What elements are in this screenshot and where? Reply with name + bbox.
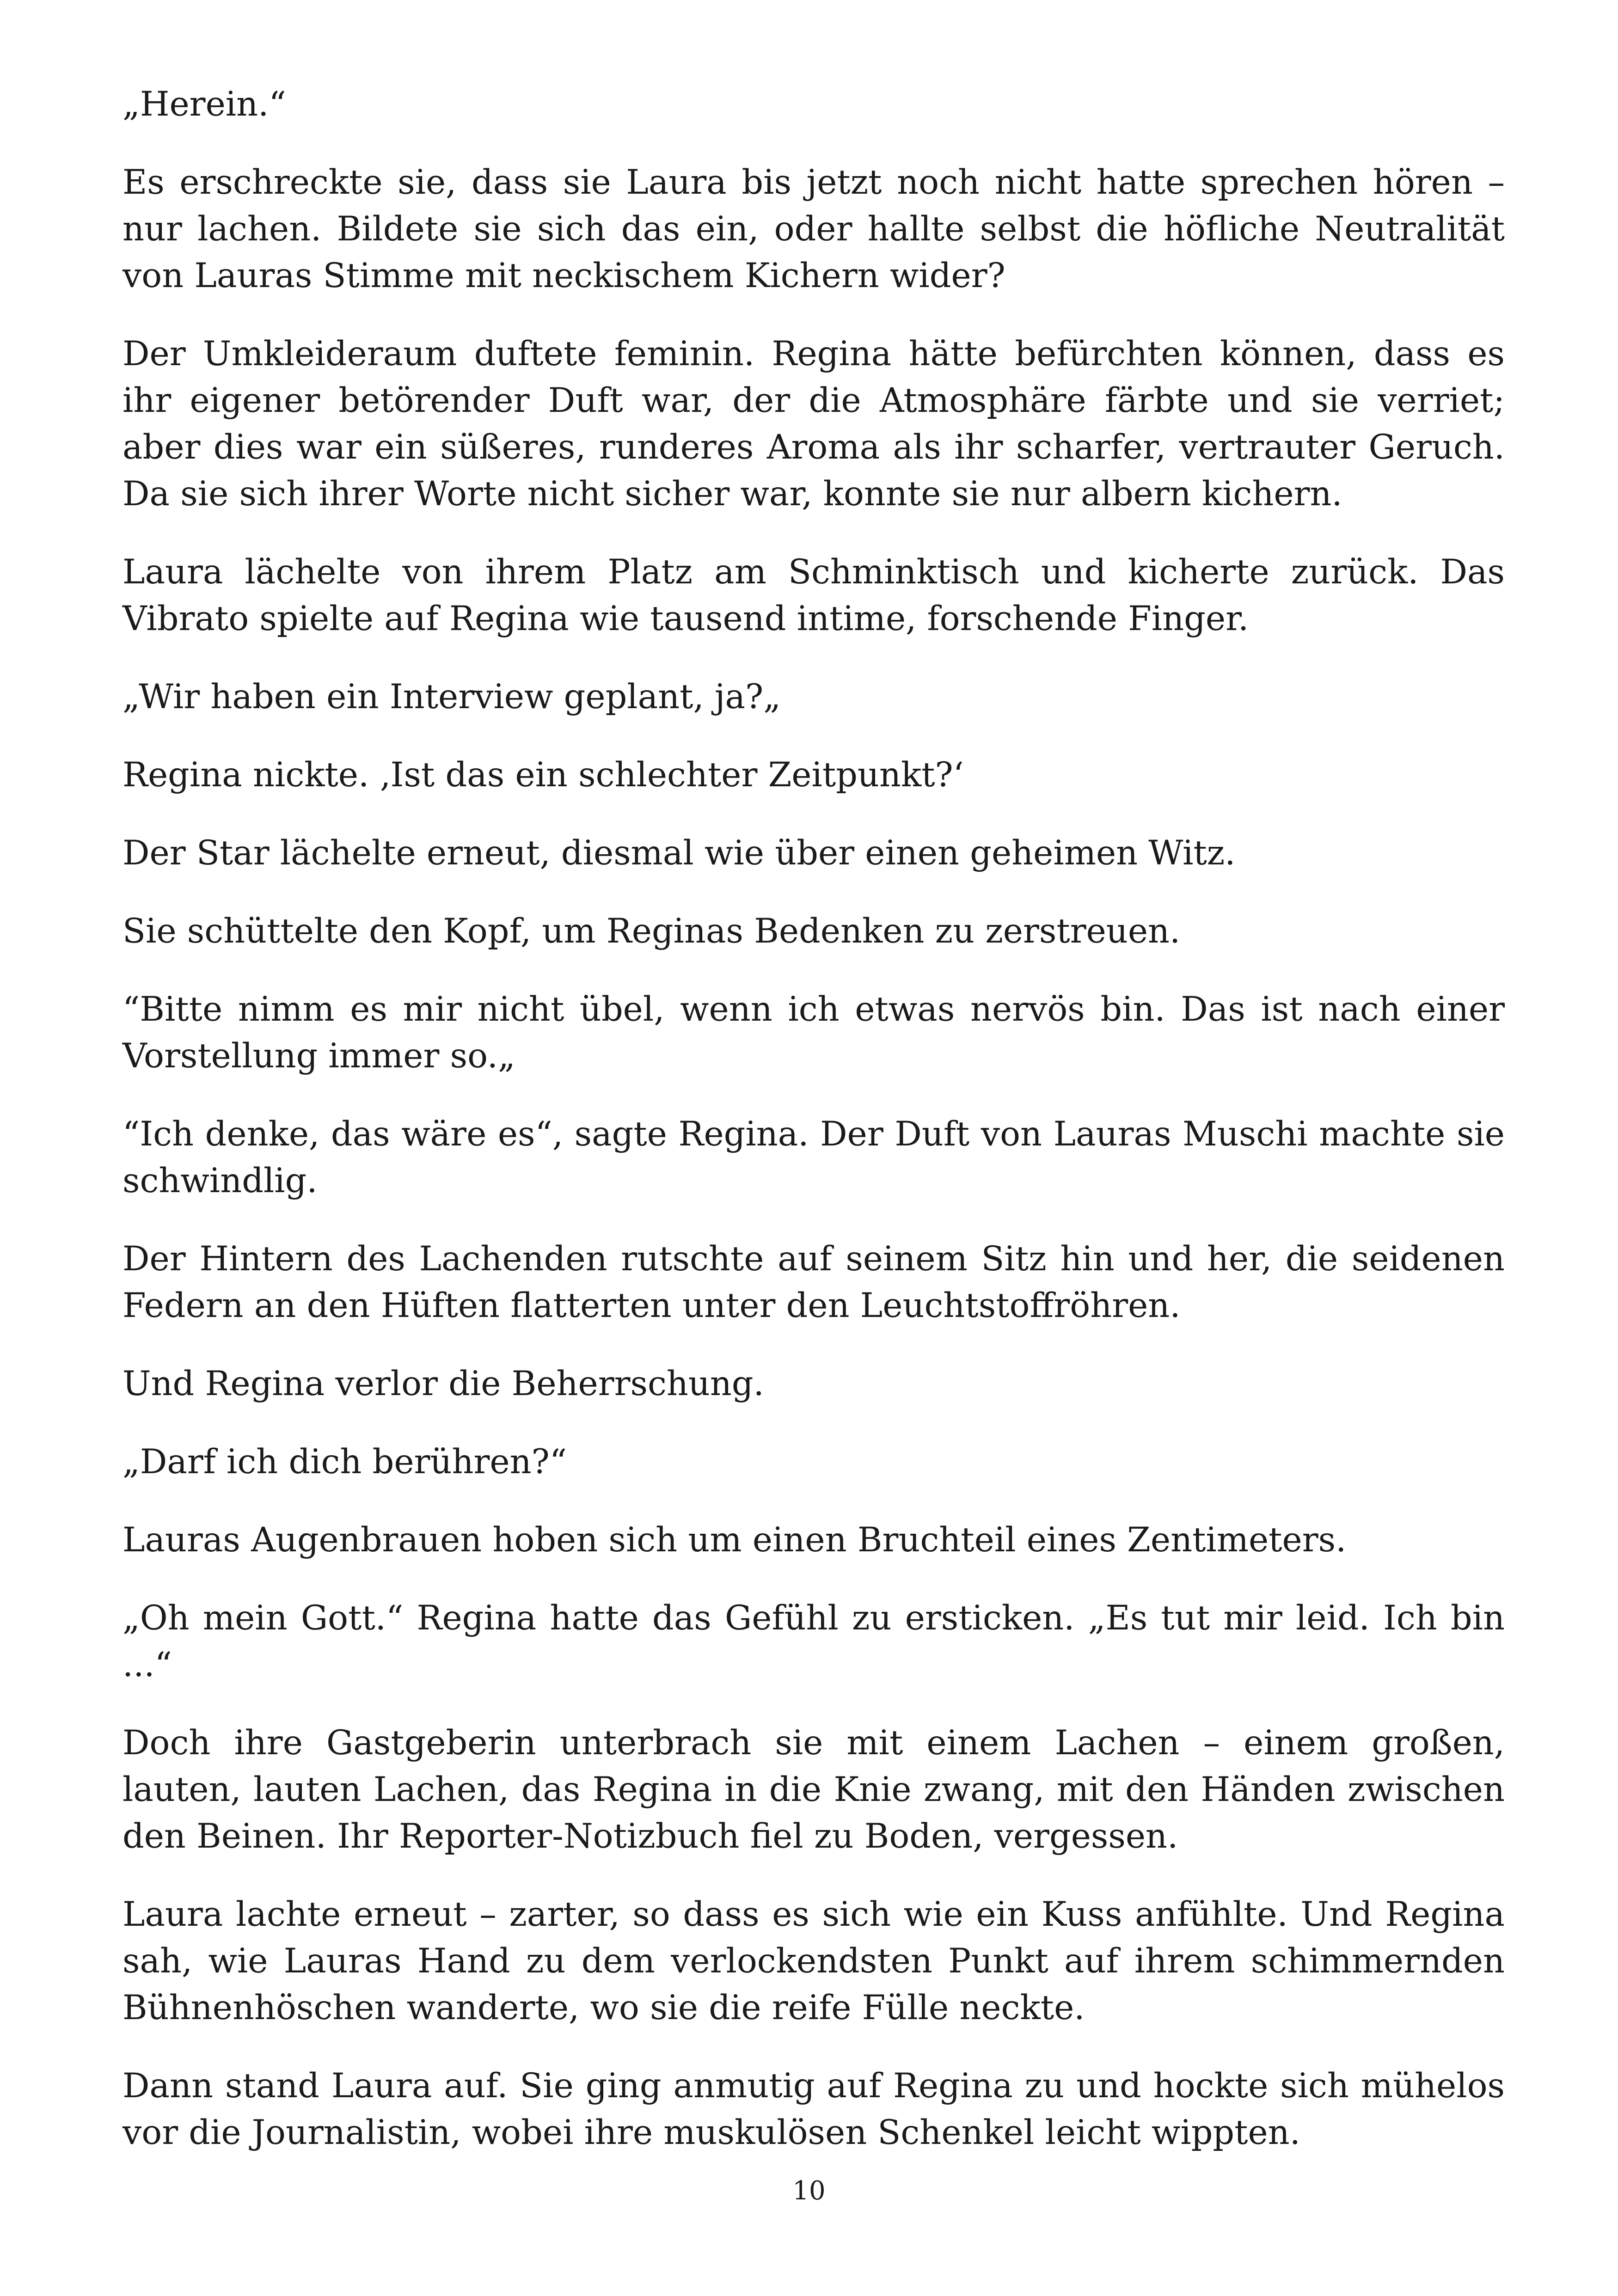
paragraph: „Wir haben ein Interview geplant, ja?„ [123, 677, 781, 716]
paragraph: Laura lachte erneut – zarter, so dass es sich wie ein Kuss anfühlte. Und Regina sah, wie Lauras Hand zu dem verlockendsten Punkt auf ihrem schimmernden Bühnenhöschen wanderte, wo sie die reife Fülle neckte. [123, 1895, 1505, 2027]
paragraph: Regina nickte. ‚Ist das ein schlechter Zeitpunkt?‘ [123, 755, 964, 795]
paragraph: Dann stand Laura auf. Sie ging anmutig auf Regina zu und hockte sich mühelos vor die Journalistin, wobei ihre muskulösen Schenkel leicht wippten. [123, 2066, 1505, 2152]
page-number: 10 [792, 2176, 826, 2206]
paragraph: Lauras Augenbrauen hoben sich um einen Bruchteil eines Zentimeters. [123, 1520, 1347, 1560]
paragraph: Sie schüttelte den Kopf, um Reginas Bedenken zu zerstreuen. [123, 912, 1181, 951]
paragraph: “Ich denke, das wäre es“, sagte Regina. Der Duft von Lauras Muschi machte sie schwindlig. [123, 1114, 1505, 1200]
paragraph: „Herein.“ [123, 85, 286, 124]
paragraph: Doch ihre Gastgeberin unterbrach sie mit einem Lachen – einem großen, lauten, lauten Lachen, das Regina in die Knie zwang, mit den Händen zwischen den Beinen. Ihr Reporter-Notizbuch fiel zu Boden, vergessen. [123, 1723, 1505, 1856]
paragraph: „Darf ich dich berühren?“ [123, 1442, 567, 1482]
paragraph: Der Star lächelte erneut, diesmal wie über einen geheimen Witz. [123, 833, 1236, 873]
paragraph: „Oh mein Gott.“ Regina hatte das Gefühl zu ersticken. „Es tut mir leid. Ich bin ...“ [123, 1598, 1505, 1684]
paragraph: Es erschreckte sie, dass sie Laura bis jetzt noch nicht hatte sprechen hören – nur lachen. Bildete sie sich das ein, oder hallte selbst die höfliche Neutralität von Lauras Stimme mit neckischem Kichern wider? [123, 163, 1505, 295]
paragraph: “Bitte nimm es mir nicht übel, wenn ich etwas nervös bin. Das ist nach einer Vorstellung immer so.„ [123, 990, 1505, 1076]
paragraph: Der Hintern des Lachenden rutschte auf seinem Sitz hin und her, die seidenen Federn an den Hüften flatterten unter den Leuchtstoffröhren. [123, 1239, 1505, 1325]
paragraph: Der Umkleideraum duftete feminin. Regina hätte befürchten können, dass es ihr eigener betörender Duft war, der die Atmosphäre färbte und sie verriet; aber dies war ein süßeres, runderes Aroma als ihr scharfer, vertrauter Geruch. Da sie sich ihrer Worte nicht sicher war, konnte sie nur albern kichern. [123, 334, 1505, 514]
paragraph: Laura lächelte von ihrem Platz am Schminktisch und kicherte zurück. Das Vibrato spielte auf Regina wie tausend intime, forschende Finger. [123, 552, 1505, 638]
paragraph: Und Regina verlor die Beherrschung. [123, 1364, 764, 1403]
text-body [123, 81, 1505, 2187]
